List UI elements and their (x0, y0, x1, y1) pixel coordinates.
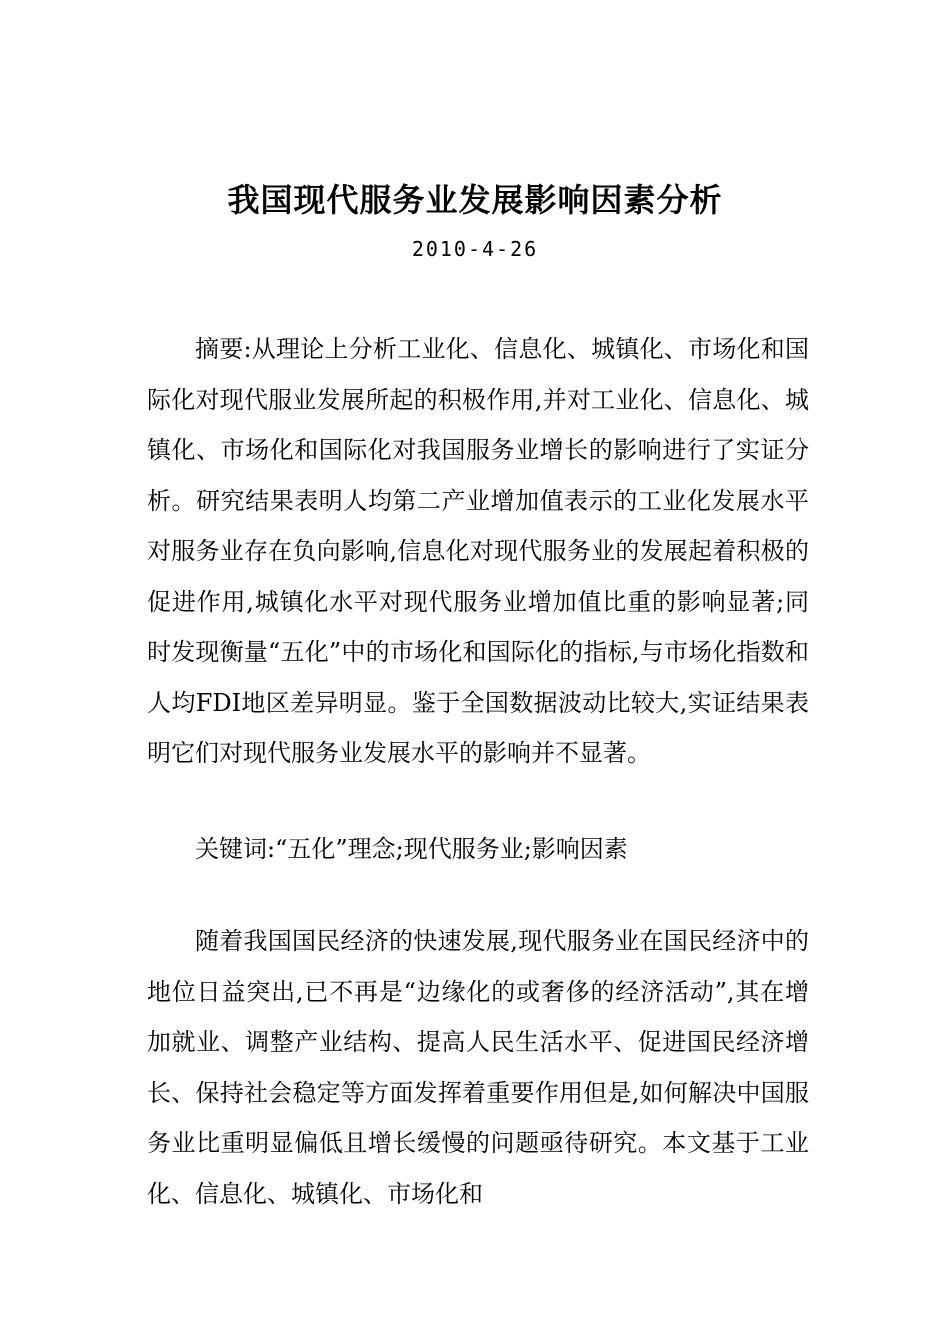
keywords-section (147, 824, 809, 875)
document-title: 我国现代服务业发展影响因素分析 (227, 181, 723, 219)
body-paragraph: 随着我国国民经济的快速发展,现代服务业在国民经济中的地位日益突出,已不再是“边缘化的或奢侈的经济活动”,其在增加就业、调整产业结构、提高人民生活水平、促进国民经济增长、保持社会稳定等方面发挥着重要作用但是,如何解决中国服务业比重明显偏低且增长缓慢的问题亟待研究。本文基于工业化、信息化、城镇化、市场化和 (147, 927, 809, 1208)
body-section (147, 916, 809, 1219)
document-date: 2010-4-26 (411, 237, 539, 261)
abstract-section (147, 324, 809, 779)
abstract-paragraph: 摘要:从理论上分析工业化、信息化、城镇化、市场化和国际化对现代服业发展所起的积极作用,并对工业化、信息化、城镇化、市场化和国际化对我国服务业增长的影响进行了实证分析。研究结果表明人均第二产业增加值表示的工业化发展水平对服务业存在负向影响,信息化对现代服务业的发展起着积极的促进作用,城镇化水平对现代服务业增加值比重的影响显著;同时发现衡量“五化”中的市场化和国际化的指标,与市场化指数和人均FDI地区差异明显。鉴于全国数据波动比较大,实证结果表明它们对现代服务业发展水平的影响并不显著。 (147, 335, 809, 767)
keywords-line: 关键词:“五化”理念;现代服务业;影响因素 (195, 835, 628, 863)
